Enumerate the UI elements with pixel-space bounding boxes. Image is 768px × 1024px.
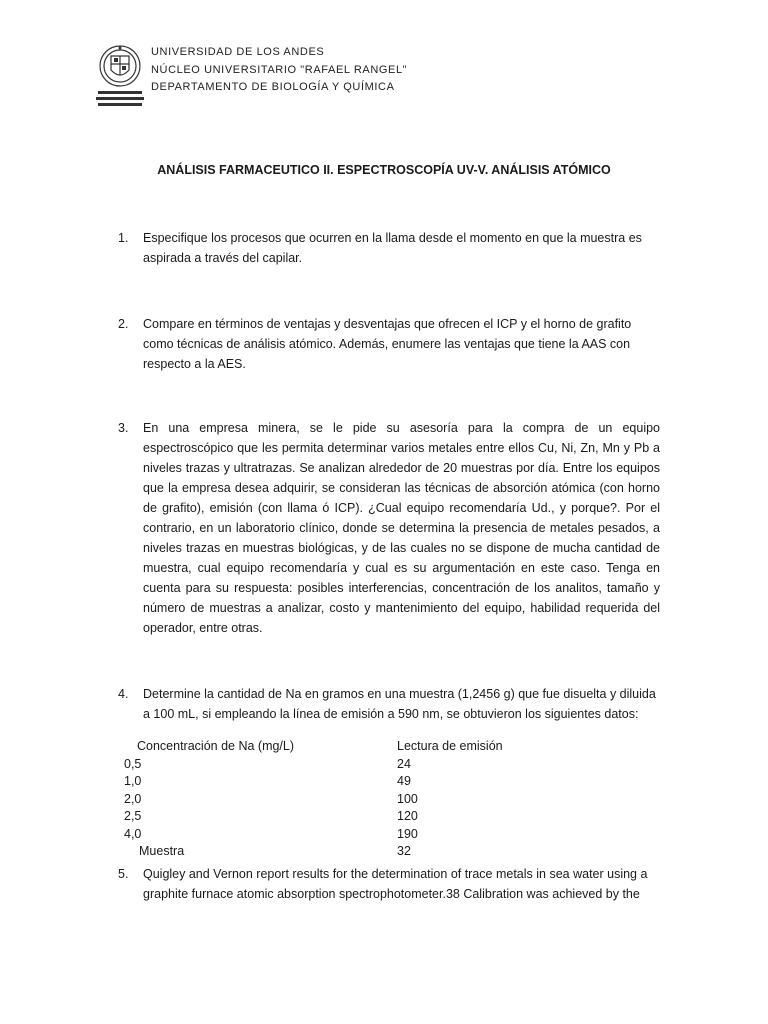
table-cell: 1,0: [124, 774, 142, 788]
document-title: ANÁLISIS FARMACEUTICO II. ESPECTROSCOPÍA UV-V. ANÁLISIS ATÓMICO: [157, 163, 611, 177]
table-cell: Muestra: [139, 844, 185, 858]
table-cell: 120: [397, 809, 418, 823]
question-text: Especifique los procesos que ocurren en la llama desde el momento en que la muestra es aspirada a través del capilar.: [143, 231, 642, 265]
table-cell: 190: [397, 826, 418, 841]
table-cell: 4,0: [124, 826, 142, 841]
department-name: DEPARTAMENTO DE BIOLOGÍA Y QUÍMICA: [151, 81, 395, 93]
question-5: [118, 864, 660, 904]
question-text: Quigley and Vernon report results for the determination of trace metals in sea water using a graphite furnace atomic absorption spectrophotometer.38 Calibration was achieved by the: [143, 867, 648, 901]
column-header-emission: Lectura de emisión: [397, 739, 503, 753]
table-cell: 2,0: [124, 791, 142, 806]
question-text: Determine la cantidad de Na en gramos en una muestra (1,2456 g) que fue disuelta y diluida a 100 mL, si empleando la línea de emisión a 590 nm, se obtuvieron los siguientes datos:: [143, 687, 656, 721]
question-1: [118, 228, 660, 268]
question-text: Compare en términos de ventajas y desventajas que ofrecen el ICP y el horno de grafito como técnicas de análisis atómico. Además, enumere las ventajas que tiene la AAS con respecto a la AES.: [143, 317, 632, 371]
logo-text-bar-1: [98, 91, 142, 94]
question-number: 4.: [118, 687, 129, 701]
question-2: [118, 314, 660, 374]
table-cell: 32: [397, 844, 411, 858]
column-header-concentration: Concentración de Na (mg/L): [137, 739, 295, 753]
logo-text-bar-2: [96, 97, 144, 100]
university-name: UNIVERSIDAD DE LOS ANDES: [151, 46, 325, 58]
question-text: En una empresa minera, se le pide su asesoría para la compra de un equipo espectroscópico que les permita determinar varios metales entre ellos Cu, Ni, Zn, Mn y Pb a niveles trazas y ultratrazas. Se analizan alrededor de 20 muestras por día. Entre los equipos que la empresa desea adquirir, se consideran las técnicas de absorción atómica (con horno de grafito), emisión (con llama ó ICP). ¿Cual equipo recomendaría Ud., y porque?. Por el contrario, en un laboratorio clínico, donde se determina la presencia de metales pesados, a niveles trazas en muestras biológicas, y de las cuales no se dispone de mucha cantidad de muestra, cual equipo recomendaría y cual es su argumentación en este caso. Tenga en cuenta para su respuesta: posibles interferencias, concentración de los analitos, tamaño y número de muestras a analizar, costo y mantenimiento del equipo, habilidad requerida del operador, entre otras.: [143, 421, 660, 635]
campus-name: NÚCLEO UNIVERSITARIO "RAFAEL RANGEL": [151, 63, 408, 76]
question-number: 1.: [118, 231, 129, 245]
table-cell: 100: [397, 791, 418, 806]
question-3: [118, 418, 660, 638]
logo-text-bar-3: [98, 103, 142, 106]
table-cell: 49: [397, 774, 411, 788]
table-cell: 2,5: [124, 809, 142, 823]
question-number: 3.: [118, 421, 129, 435]
question-number: 2.: [118, 317, 129, 331]
question-4: [118, 684, 660, 724]
institution-header: [151, 44, 407, 97]
question-number: 5.: [118, 867, 129, 881]
table-cell: 24: [397, 756, 411, 771]
university-logo: [96, 44, 148, 112]
table-cell: 0,5: [124, 756, 142, 771]
